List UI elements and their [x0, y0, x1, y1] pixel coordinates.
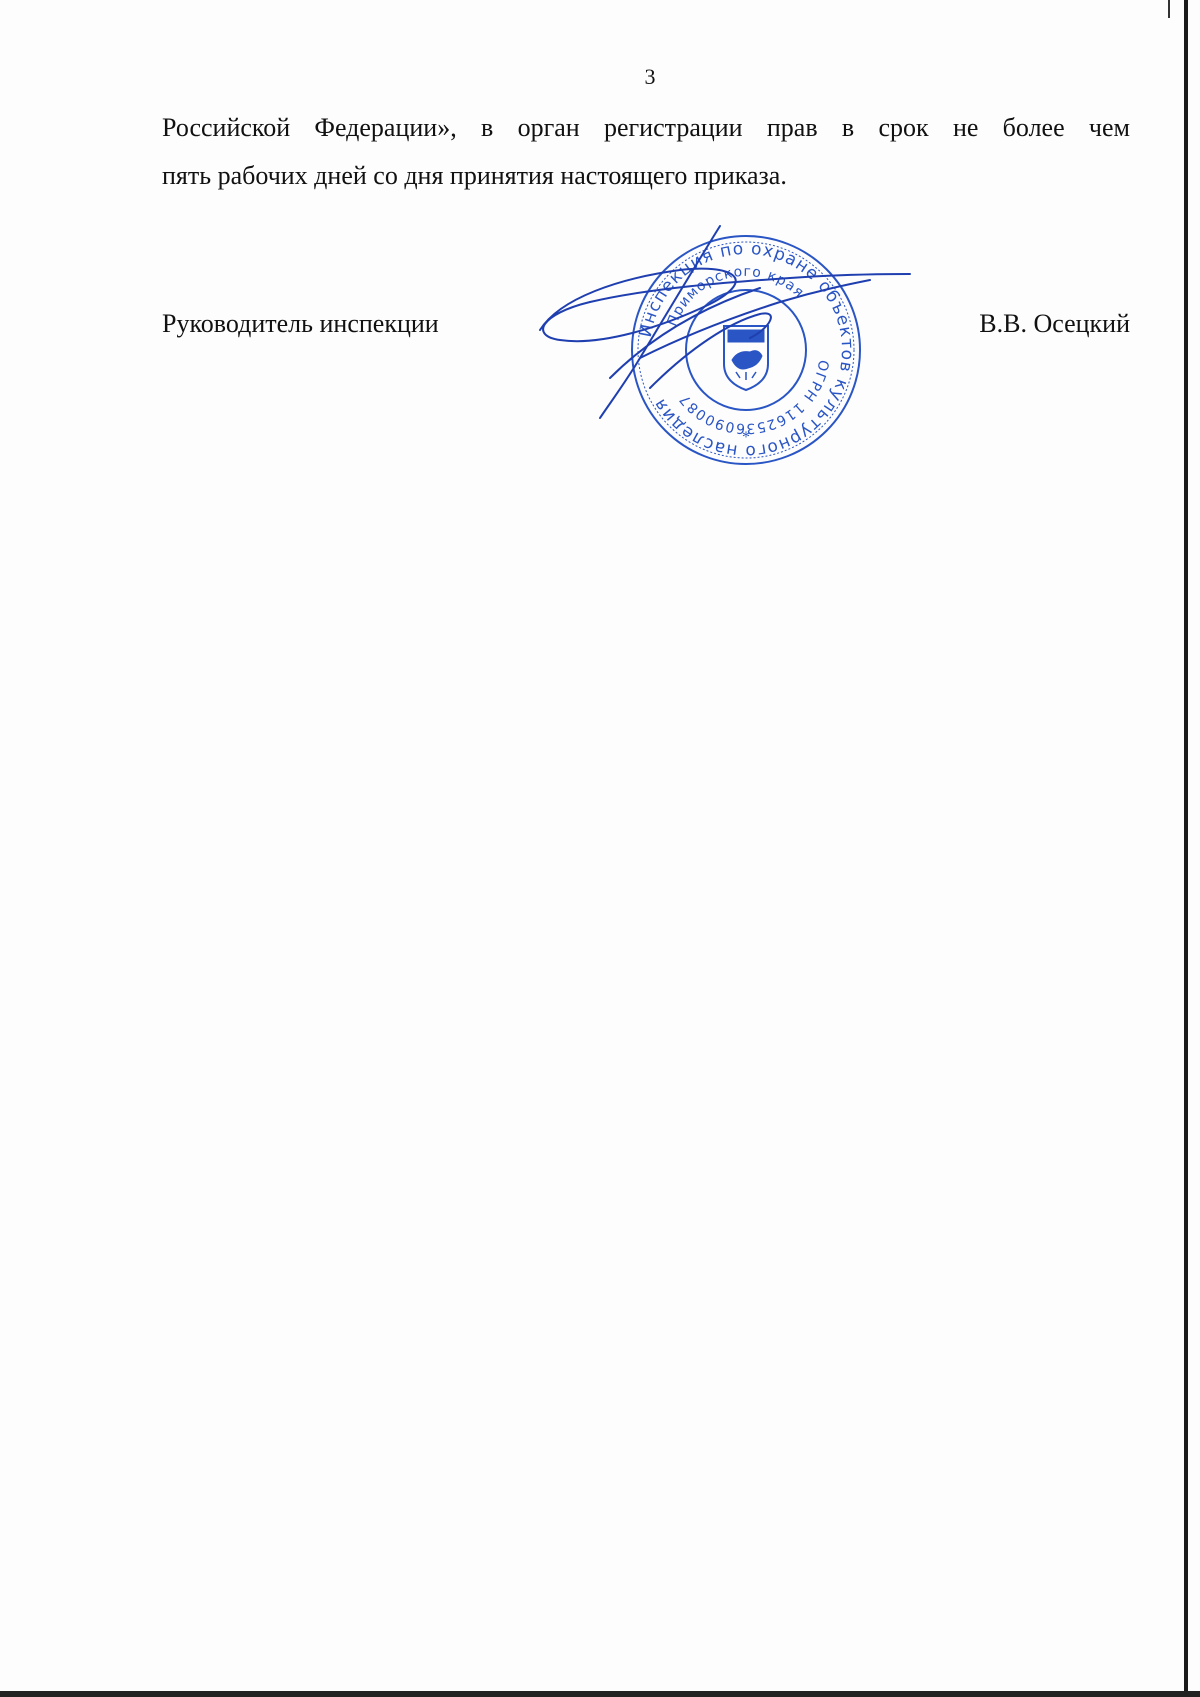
body-line-1: Российской Федерации», в орган регистрации прав в срок не более чем [162, 113, 1130, 142]
stamp-ogrn-text: ОГРН 1162536090087 [676, 358, 832, 437]
scan-edge-right [1184, 0, 1188, 1697]
handwritten-signature [530, 218, 920, 448]
scan-edge-bottom [0, 1691, 1200, 1697]
stamp-star-icon: * [742, 429, 750, 446]
scan-edge-tick [1168, 0, 1170, 18]
signer-position: Руководитель инспекции [162, 309, 439, 338]
stamp-region-text: Приморского края [664, 263, 808, 329]
body-paragraph [162, 104, 1130, 200]
signer-name: В.В. Осецкий [979, 309, 1130, 338]
stamp-outer-text: Инспекция по охране объектов культурного наследия [635, 238, 858, 462]
page-number: 3 [644, 64, 656, 89]
body-line-2: пять рабочих дней со дня принятия настоящего приказа. [162, 161, 787, 190]
